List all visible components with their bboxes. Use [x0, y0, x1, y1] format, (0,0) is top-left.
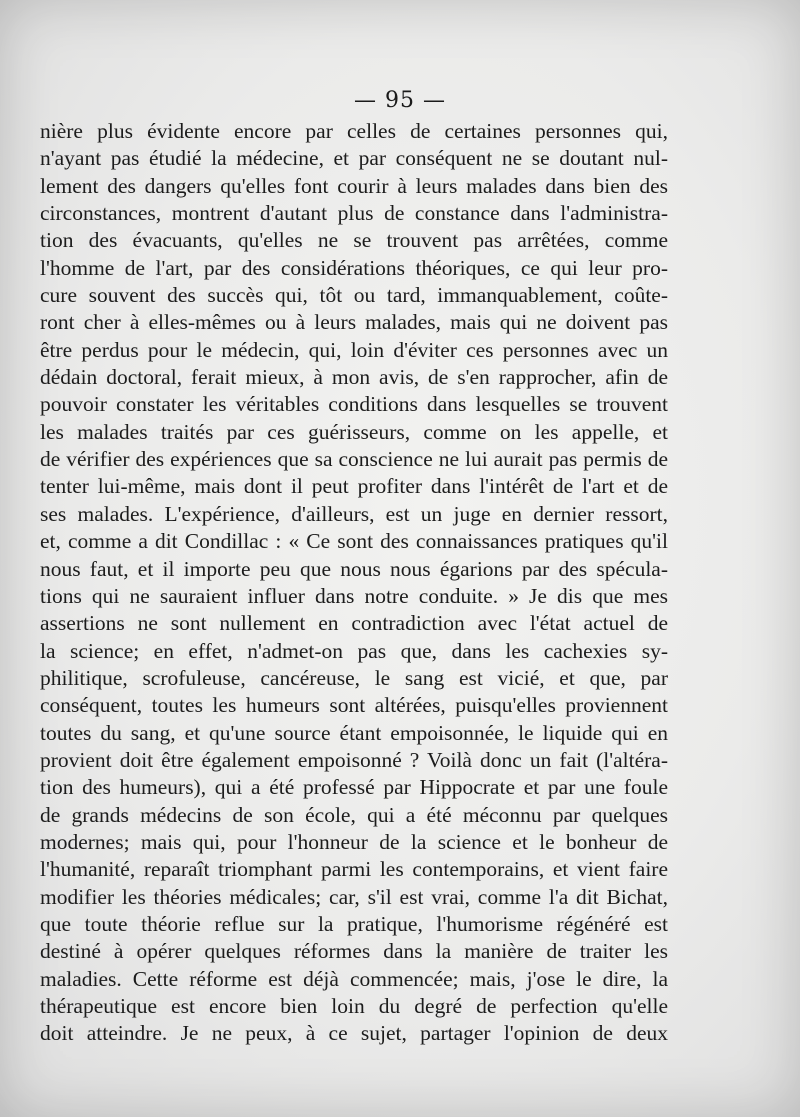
- page-number: — 95 —: [354, 88, 446, 113]
- text-line: conséquent, toutes les humeurs sont altérées, puisqu'elles proviennent: [40, 693, 668, 718]
- text-line: être perdus pour le médecin, qui, loin d'éviter ces personnes avec un: [40, 337, 668, 362]
- text-line: nière plus évidente encore par celles de certaines personnes qui,: [40, 119, 668, 143]
- text-line: de vérifier des expériences que sa conscience ne lui aurait pas permis de: [40, 447, 668, 472]
- text-line: destiné à opérer quelques réformes dans la manière de traiter les: [40, 939, 668, 964]
- text-line: philitique, scrofuleuse, cancéreuse, le sang est vicié, et que, par: [40, 665, 668, 690]
- text-line: modernes; mais qui, pour l'honneur de la science et le bonheur de: [40, 829, 668, 854]
- text-line: les malades traités par ces guérisseurs, comme on les appelle, et: [40, 419, 668, 444]
- text-line: l'humanité, reparaît triomphant parmi les contemporains, et vient faire: [40, 857, 668, 882]
- page-body-text: [40, 118, 668, 1048]
- text-line: dédain doctoral, ferait mieux, à mon avis, de s'en rapprocher, afin de: [40, 365, 668, 390]
- text-line: la science; en effet, n'admet-on pas que, dans les cachexies sy-: [40, 638, 668, 663]
- text-line: provient doit être également empoisonné ? Voilà donc un fait (l'altéra-: [40, 747, 668, 772]
- text-line: thérapeutique est encore bien loin du degré de perfection qu'elle: [40, 994, 668, 1018]
- text-line: ses malades. L'expérience, d'ailleurs, est un juge en dernier ressort,: [40, 501, 668, 526]
- text-line: l'homme de l'art, par des considérations théoriques, ce qui leur pro-: [40, 255, 668, 280]
- text-line: toutes du sang, et qu'une source étant empoisonnée, le liquide qui en: [40, 720, 668, 745]
- text-line: modifier les théories médicales; car, s'il est vrai, comme l'a dit Bichat,: [40, 884, 668, 909]
- text-line: tenter lui-même, mais dont il peut profiter dans l'intérêt de l'art et de: [40, 474, 668, 499]
- text-line: maladies. Cette réforme est déjà commencée; mais, j'ose le dire, la: [40, 966, 668, 991]
- text-line: circonstances, montrent d'autant plus de constance dans l'administra-: [40, 201, 668, 226]
- text-line: lement des dangers qu'elles font courir à leurs malades dans bien des: [40, 173, 668, 198]
- text-line: cure souvent des succès qui, tôt ou tard, immanquablement, coûte-: [40, 283, 668, 308]
- text-line: tion des évacuants, qu'elles ne se trouvent pas arrêtées, comme: [40, 228, 668, 253]
- text-line: et, comme a dit Condillac : « Ce sont des connaissances pratiques qu'il: [40, 529, 668, 554]
- text-line: que toute théorie reflue sur la pratique, l'humorisme régénéré est: [40, 911, 668, 936]
- text-line: tion des humeurs), qui a été professé par Hippocrate et par une foule: [40, 775, 668, 800]
- text-line: n'ayant pas étudié la médecine, et par conséquent ne se doutant nul-: [40, 146, 668, 171]
- text-line: ront cher à elles-mêmes ou à leurs malades, mais qui ne doivent pas: [40, 310, 668, 335]
- text-line: pouvoir constater les véritables conditions dans lesquelles se trouvent: [40, 392, 668, 417]
- text-line: assertions ne sont nullement en contradiction avec l'état actuel de: [40, 611, 668, 636]
- text-line: doit atteindre. Je ne peux, à ce sujet, partager l'opinion de deux: [40, 1021, 668, 1046]
- text-line: tions qui ne sauraient influer dans notre conduite. » Je dis que mes: [40, 583, 668, 608]
- text-line: de grands médecins de son école, qui a été méconnu par quelques: [40, 802, 668, 827]
- text-line: nous faut, et il importe peu que nous nous égarions par des spécula-: [40, 556, 668, 581]
